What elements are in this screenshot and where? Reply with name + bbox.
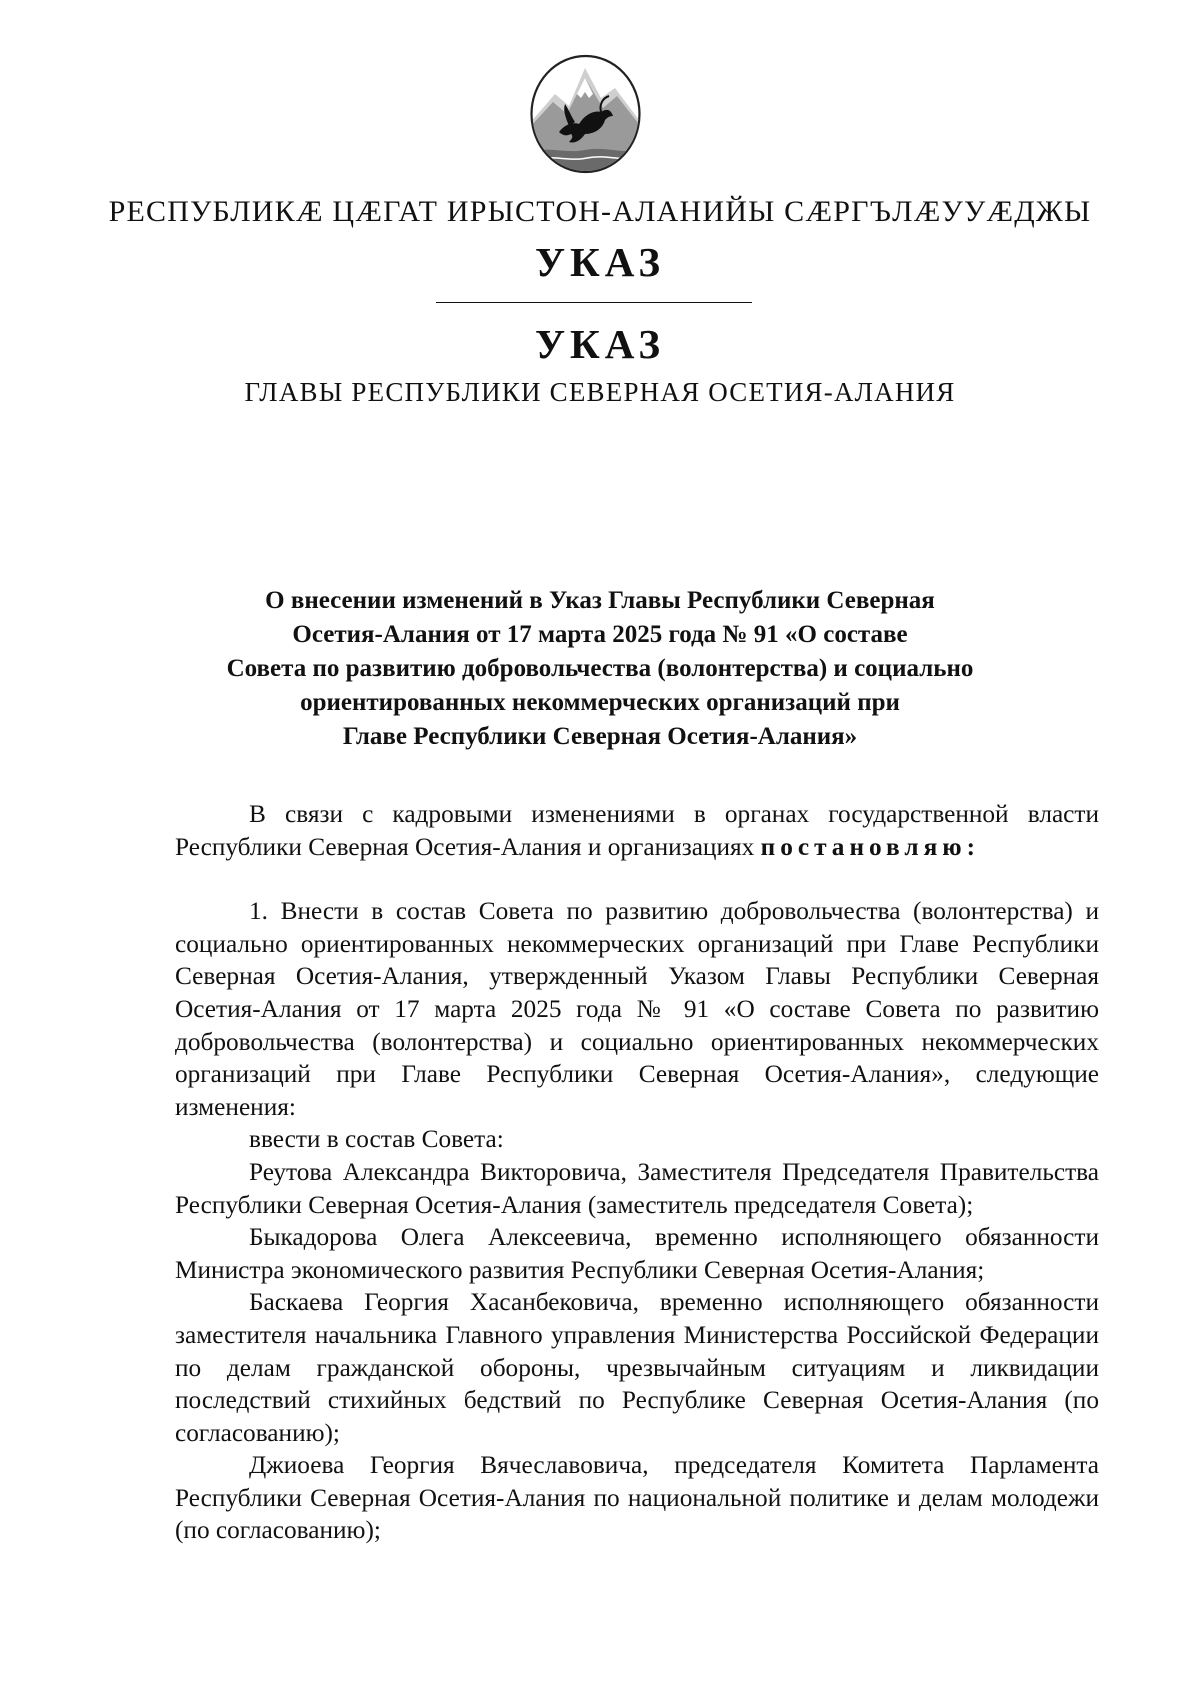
decree-heading: УКАЗ xyxy=(534,321,666,367)
title-line: ориентированных некоммерческих организаций при xyxy=(300,689,900,716)
decree-heading-ossetian: УКАЗ xyxy=(534,239,666,285)
preamble-emphasis: постановляю: xyxy=(760,832,981,861)
document-body xyxy=(175,798,1099,1547)
coat-of-arms-icon xyxy=(529,54,642,174)
preamble-text: В связи с кадровыми изменениями в органах государственной власти Республики Северная Осетия-Алания и организациях xyxy=(175,800,1099,861)
document-title xyxy=(150,584,1050,754)
title-line: Осетия-Алания от 17 марта 2025 года № 91 «О составе xyxy=(292,621,908,648)
paragraph-intro-members: ввести в состав Совета: xyxy=(249,1125,504,1154)
title-line: Главе Республики Северная Осетия-Алания» xyxy=(342,723,858,750)
member-entry: Быкадорова Олега Алексеевича, временно исполняющего обязанности Министра экономического развития Республики Северная Осетия-Алания; xyxy=(175,1223,1099,1284)
title-line: Совета по развитию добровольчества (волонтерства) и социально xyxy=(226,655,974,682)
title-line: О внесении изменений в Указ Главы Республики Северная xyxy=(265,587,935,614)
header-ossetian-line: РЕСПУБЛИКÆ ЦÆГАТ ИРЫСТОН-АЛАНИЙЫ СÆРГЪЛÆУУÆДЖЫ xyxy=(108,195,1092,228)
header-divider xyxy=(436,302,752,303)
member-entry: Джиоева Георгия Вячеславовича, председателя Комитета Парламента Республики Северная Осетия-Алания по национальной политике и делам молодежи (по согласованию); xyxy=(175,1451,1099,1545)
paragraph-item-1: 1. Внести в состав Совета по развитию добровольчества (волонтерства) и социально ориентированных некоммерческих организаций при Главе Республики Северная Осетия-Алания, утвержденный Указом Главы Республики Северная Осетия-Алания от 17 марта 2025 года № 91 «О составе Совета по развитию добровольчества (волонтерства) и социально ориентированных некоммерческих организаций при Главе Республики Северная Осетия-Алания», следующие изменения: xyxy=(175,897,1099,1121)
member-entry: Баскаева Георгия Хасанбековича, временно исполняющего обязанности заместителя начальника Главного управления Министерства Российской Федерации по делам гражданской обороны, чрезвычайным ситуациям и ликвидации последствий стихийных бедствий по Республике Северная Осетия-Алания (по согласованию); xyxy=(175,1288,1099,1447)
preamble-paragraph xyxy=(175,798,1099,863)
member-entry: Реутова Александра Викторовича, Заместителя Председателя Правительства Республики Северная Осетия-Алания (заместитель председателя Совета); xyxy=(175,1157,1099,1219)
header-russian-line: ГЛАВЫ РЕСПУБЛИКИ СЕВЕРНАЯ ОСЕТИЯ-АЛАНИЯ xyxy=(244,377,956,407)
